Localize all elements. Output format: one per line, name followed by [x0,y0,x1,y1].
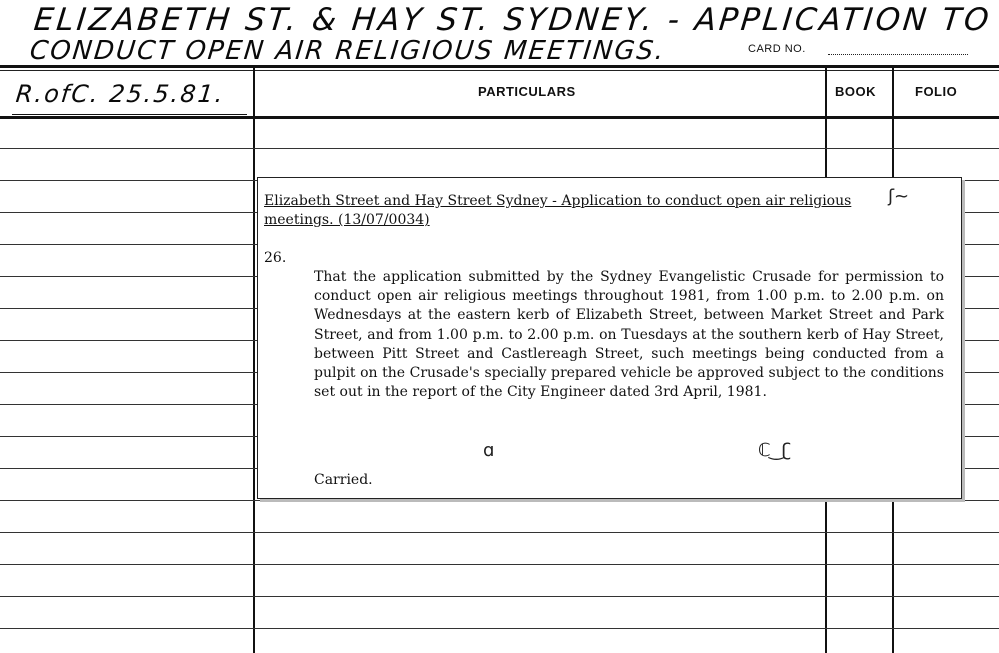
entry-reference-underline [12,114,247,115]
card-number-field [828,54,968,55]
ink-smudge: ℂ ͜ ʗ [758,440,792,461]
clipping-item-number: 26. [264,250,287,266]
ruled-line [0,596,999,597]
card-number-label: CARD NO. [748,43,806,55]
ink-smudge: ʃ~ [888,186,910,207]
pasted-minute-clipping [257,177,962,499]
header-bottom-rule [0,116,999,119]
ruled-line [0,628,999,629]
ruled-line [0,532,999,533]
ink-smudge: ɑ [483,440,495,461]
card-title-line-1: ELIZABETH ST. & HAY ST. SYDNEY. - APPLICATION TO [32,2,994,38]
ruled-line [0,564,999,565]
column-header-book: BOOK [835,84,876,99]
clipping-status: Carried. [314,472,373,488]
entry-reference: R.ofC. 25.5.81. [14,80,227,108]
column-header-particulars: PARTICULARS [478,84,576,99]
card-title-line-2: CONDUCT OPEN AIR RELIGIOUS MEETINGS. [28,36,667,66]
column-header-folio: FOLIO [915,84,958,99]
ruled-line [0,148,999,149]
ruled-line [0,500,999,501]
header-top-rule [0,65,999,68]
clipping-body: That the application submitted by the Sydney Evangelistic Crusade for permission to conduct open air religious meetings throughout 1981, from 1.00 p.m. to 2.00 p.m. on Wednesdays at the eastern kerb of Elizabeth Street, between Market Street and Park Street, and from 1.00 p.m. to 2.00 p.m. on Tuesdays at the southern kerb of Hay Street, between Pitt Street and Castlereagh Street, such meetings being conducted from a pulpit on the Crusade's specially prepared vehicle be approved subject to the conditions set out in the report of the City Engineer dated 3rd April, 1981. [314,269,944,401]
header-top-rule-2 [0,70,999,71]
clipping-heading: Elizabeth Street and Hay Street Sydney - Application to conduct open air religious meetings. (13/07/0034) [264,193,852,228]
